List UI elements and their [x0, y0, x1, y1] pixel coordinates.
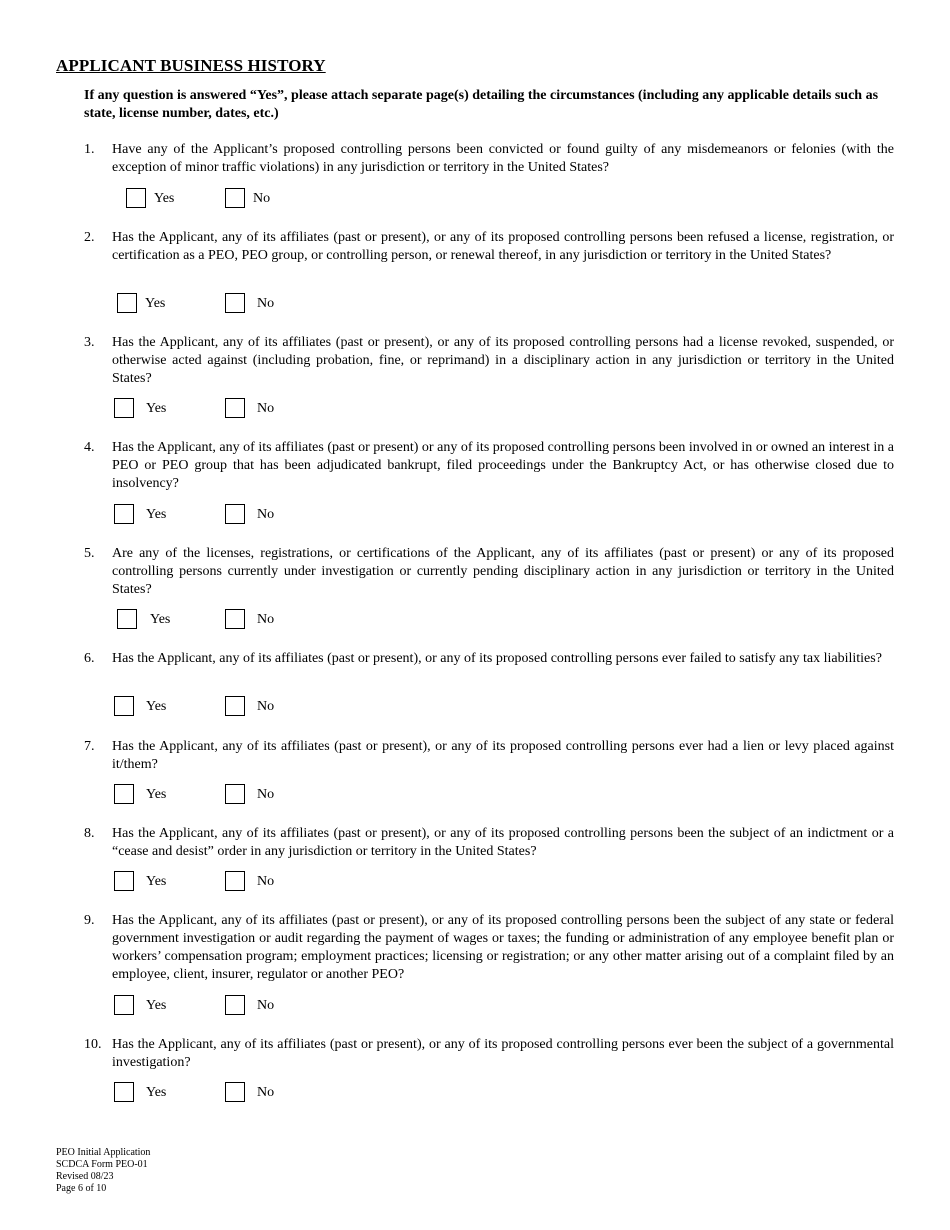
question-4 [84, 439, 894, 493]
question-3 [84, 334, 894, 388]
question-number: 2. [84, 230, 95, 245]
yes-checkbox[interactable] [117, 293, 137, 313]
no-label: No [257, 874, 275, 889]
no-checkbox[interactable] [225, 504, 245, 524]
question-8 [84, 825, 894, 861]
yes-checkbox[interactable] [114, 398, 134, 418]
question-number: 6. [84, 651, 95, 666]
yes-label: Yes [150, 612, 171, 627]
yes-checkbox[interactable] [114, 504, 134, 524]
no-label: No [257, 612, 275, 627]
question-text: Has the Applicant, any of its affiliates (past or present), or any of its proposed controlling persons ever been the subject of a governmental investigation? [112, 1037, 894, 1070]
question-text: Have any of the Applicant’s proposed controlling persons been convicted or found guilty of any misdemeanors or felonies (with the exception of minor traffic violations) in any jurisdiction or territory in the United States? [112, 142, 894, 175]
yes-checkbox[interactable] [114, 1082, 134, 1102]
yes-label: Yes [146, 507, 167, 522]
yes-checkbox[interactable] [126, 188, 146, 208]
no-label: No [253, 191, 271, 206]
no-checkbox[interactable] [225, 871, 245, 891]
no-label: No [257, 699, 275, 714]
no-label: No [257, 296, 275, 311]
yes-label: Yes [146, 874, 167, 889]
yes-label: Yes [146, 787, 167, 802]
yes-checkbox[interactable] [114, 784, 134, 804]
yes-checkbox[interactable] [117, 609, 137, 629]
question-text: Has the Applicant, any of its affiliates (past or present), or any of its proposed controlling persons ever failed to satisfy any tax liabilities? [112, 651, 882, 666]
question-text: Are any of the licenses, registrations, or certifications of the Applicant, any of its affiliates (past or present) or any of its proposed controlling persons currently under investigation or currently pending disciplinary action in any jurisdiction or territory in the United States? [112, 546, 894, 597]
yes-label: Yes [146, 998, 167, 1013]
question-number: 10. [84, 1037, 102, 1052]
yes-label: Yes [146, 699, 167, 714]
question-1 [84, 141, 894, 177]
no-label: No [257, 507, 275, 522]
yes-label: Yes [154, 191, 175, 206]
question-number: 8. [84, 826, 95, 841]
question-text: Has the Applicant, any of its affiliates (past or present), or any of its proposed controlling persons been the subject of any state or federal government investigation or audit regarding the payment of wages or taxes; the funding or administration of any employee benefit plan or workers’ compensation program; employment practices; licensing or registration; or any other matter arising out of a complaint filed by an employee, client, insurer, regulator or another PEO? [112, 913, 894, 982]
question-number: 9. [84, 913, 95, 928]
no-checkbox[interactable] [225, 995, 245, 1015]
question-10 [84, 1036, 894, 1072]
section-title: APPLICANT BUSINESS HISTORY [56, 56, 326, 75]
question-text: Has the Applicant, any of its affiliates (past or present), or any of its proposed controlling persons been refused a license, registration, or certification as a PEO, PEO group, or controlling person, or renewal thereof, in any jurisdiction or territory in the United States? [112, 230, 894, 263]
question-number: 1. [84, 142, 95, 157]
question-6 [84, 650, 894, 668]
yes-label: Yes [145, 296, 166, 311]
question-number: 5. [84, 546, 95, 561]
question-number: 3. [84, 335, 95, 350]
footer-form-name: PEO Initial Application [56, 1147, 151, 1158]
no-checkbox[interactable] [225, 188, 245, 208]
question-number: 7. [84, 739, 95, 754]
no-checkbox[interactable] [225, 1082, 245, 1102]
question-text: Has the Applicant, any of its affiliates (past or present), or any of its proposed controlling persons been the subject of an indictment or a “cease and desist” order in any jurisdiction or territory in the United States? [112, 826, 894, 859]
no-checkbox[interactable] [225, 696, 245, 716]
footer-revision: Revised 08/23 [56, 1171, 114, 1182]
yes-checkbox[interactable] [114, 995, 134, 1015]
instructions: If any question is answered “Yes”, please attach separate page(s) detailing the circumstances (including any applicable details such as state, license number, dates, etc.) [84, 88, 879, 121]
no-checkbox[interactable] [225, 609, 245, 629]
question-7 [84, 738, 894, 774]
no-label: No [257, 787, 275, 802]
yes-checkbox[interactable] [114, 871, 134, 891]
question-text: Has the Applicant, any of its affiliates (past or present), or any of its proposed controlling persons had a license revoked, suspended, or otherwise acted against (including probation, fine, or reprimand) in a disciplinary action in any jurisdiction or territory in the United States? [112, 335, 894, 386]
footer-page-number: Page 6 of 10 [56, 1183, 107, 1194]
question-number: 4. [84, 440, 95, 455]
no-label: No [257, 1085, 275, 1100]
question-text: Has the Applicant, any of its affiliates (past or present) or any of its proposed controlling persons been involved in or owned an interest in a PEO or PEO group that has been adjudicated bankrupt, filed proceedings under the Bankruptcy Act, or has otherwise closed due to insolvency? [112, 440, 894, 491]
no-label: No [257, 998, 275, 1013]
question-9 [84, 912, 894, 984]
page-footer [56, 1147, 150, 1195]
question-2 [84, 229, 894, 265]
yes-checkbox[interactable] [114, 696, 134, 716]
no-checkbox[interactable] [225, 398, 245, 418]
no-label: No [257, 401, 275, 416]
no-checkbox[interactable] [225, 293, 245, 313]
footer-form-id: SCDCA Form PEO-01 [56, 1159, 148, 1170]
question-text: Has the Applicant, any of its affiliates (past or present), or any of its proposed controlling persons ever had a lien or levy placed against it/them? [112, 739, 894, 772]
no-checkbox[interactable] [225, 784, 245, 804]
yes-label: Yes [146, 401, 167, 416]
question-5 [84, 545, 894, 599]
yes-label: Yes [146, 1085, 167, 1100]
